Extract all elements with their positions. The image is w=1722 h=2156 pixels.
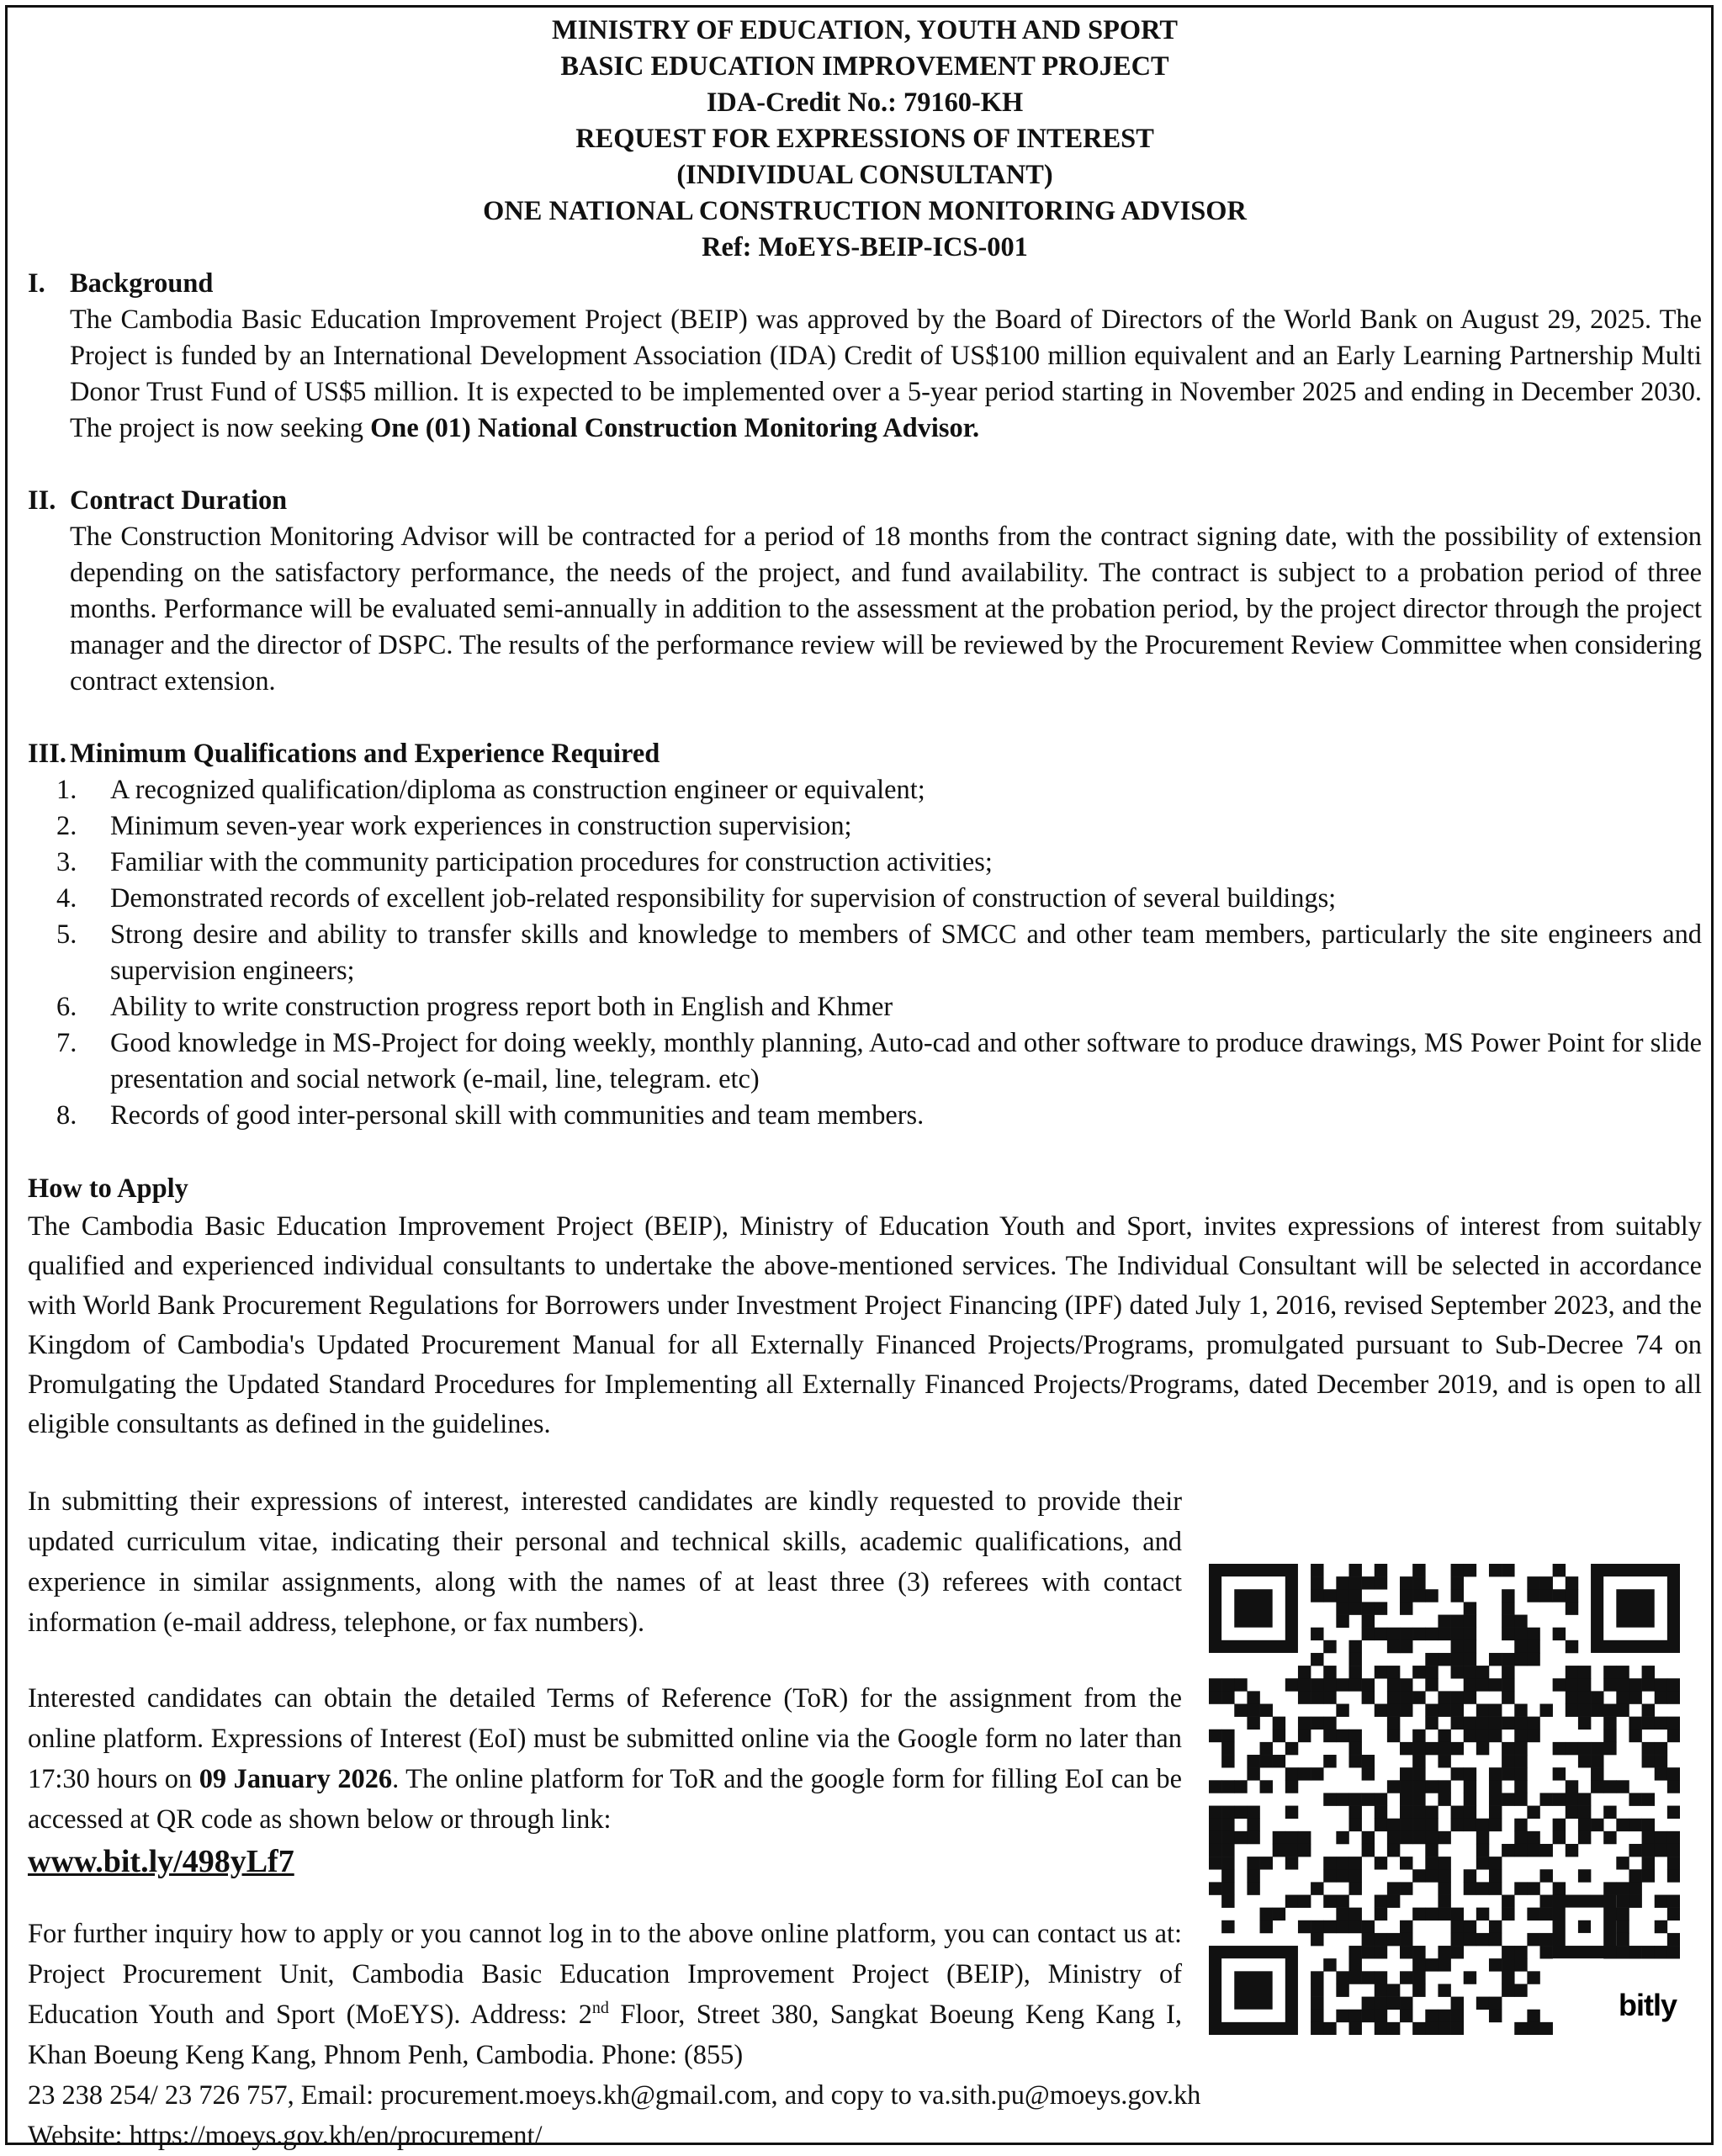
how-to-apply-para2: In submitting their expressions of interest, interested candidates are kindly requested to provide their updated curriculum vitae, indicating their personal and technical skills, academic qualifications, and experience in similar assignments, along with the names of at least three (3) referees with contact information (e-mail address, telephone, or fax numbers).	[28, 1486, 1182, 1638]
header-request: REQUEST FOR EXPRESSIONS OF INTEREST	[575, 124, 1154, 154]
how-to-apply-para1: The Cambodia Basic Education Improvement Project (BEIP), Ministry of Education Youth and Sport, invites expressions of interest from suitably qualified and experienced individual consultants to undertake the above-mentioned services. The Individual Consultant will be selected in accordance with World Bank Procurement Regulations for Borrowers under Investment Project Financing (IPF) dated July 1, 2016, revised September 2023, and the Kingdom of Cambodia's Updated Procurement Manual for all Externally Financed Projects/Programs, promulgated pursuant to Sub-Decree 74 on Promulgating the Updated Standard Procedures for Implementing all Externally Financed Projects/Programs, dated December 2019, and is open to all eligible consultants as defined in the guidelines.	[28, 1211, 1702, 1439]
list-item: 5. Strong desire and ability to transfer skills and knowledge to members of SMCC and other team members, particularly the site engineers and supervision engineers;	[56, 919, 1702, 986]
document-header	[28, 13, 1702, 266]
header-ref: Ref: MoEYS-BEIP-ICS-001	[702, 232, 1028, 262]
list-item: 3. Familiar with the community participation procedures for construction activities;	[56, 847, 993, 877]
list-item: 8. Records of good inter-personal skill with communities and team members.	[56, 1100, 925, 1131]
list-item: 7. Good knowledge in MS-Project for doing weekly, monthly planning, Auto-cad and other software to produce drawings, MS Power Point for slide presentation and social network (e-mail, line, telegram. etc)	[56, 1028, 1702, 1094]
qr-code[interactable]	[1209, 1564, 1697, 2035]
website-line[interactable]: Website: https://moeys.gov.kh/en/procurement/	[28, 2121, 543, 2151]
contract-heading: II. Contract Duration	[28, 485, 288, 516]
how-to-apply-heading: How to Apply	[28, 1173, 188, 1204]
deadline-date: 09 January 2026	[199, 1764, 393, 1794]
qualifications-list	[28, 772, 1702, 1134]
background-text: The Cambodia Basic Education Improvement Project (BEIP) was approved by the Board of Directors of the World Bank on August 29, 2025. The Project is funded by an International Development Association (IDA) Credit of US$100 million equivalent and an Early Learning Partnership Multi Donor Trust Fund of US$5 million. It is expected to be implemented over a 5-year period starting in November 2025 and ending in December 2030. The project is now seeking One (01) National Construction Monitoring Advisor.	[70, 305, 1702, 443]
qr-code-icon	[1209, 1564, 1680, 2035]
how-to-apply-para4: For further inquiry how to apply or you cannot log in to the above online platform, you can contact us at: Project Procurement Unit, Cambodia Basic Education Improvement Project (BEIP), Ministry of Education Youth and Sport (MoEYS). Address: 2nd Floor, Street 380, Sangkat Boeung Keng Kang I, Khan Boeung Keng Kang, Phnom Penh, Cambodia. Phone: (855)	[28, 1919, 1183, 2070]
list-item: 6. Ability to write construction progress report both in English and Khmer	[56, 992, 893, 1022]
header-credit-no: IDA-Credit No.: 79160-KH	[706, 87, 1024, 118]
document-page	[5, 5, 1714, 2151]
list-item: 2. Minimum seven-year work experiences in construction supervision;	[56, 811, 852, 841]
bitly-link[interactable]: www.bit.ly/498yLf7	[28, 1844, 294, 1879]
qualifications-heading: III. Minimum Qualifications and Experience Required	[28, 739, 660, 769]
background-position-bold: One (01) National Construction Monitoring Advisor.	[370, 413, 980, 443]
bitly-logo: bitly	[1618, 1988, 1677, 2022]
background-heading: I. Background	[28, 268, 214, 299]
header-project: BASIC EDUCATION IMPROVEMENT PROJECT	[560, 51, 1169, 82]
list-item: 4. Demonstrated records of excellent job-related responsibility for supervision of construction of several buildings;	[56, 883, 1337, 914]
how-to-apply-para3: Interested candidates can obtain the detailed Terms of Reference (ToR) for the assignment from the online platform. Expressions of Interest (EoI) must be submitted online via the Google form no later than 17:30 hours on 09 January 2026. The online platform for ToR and the google form for filling EoI can be accessed at QR code as shown below or through link:	[28, 1683, 1182, 1835]
header-ministry: MINISTRY OF EDUCATION, YOUTH AND SPORT	[552, 15, 1178, 45]
contract-text: The Construction Monitoring Advisor will be contracted for a period of 18 months from the contract signing date, with the possibility of extension depending on the satisfactory performance, the needs of the project, and fund availability. The contract is subject to a probation period of three months. Performance will be evaluated semi-annually in addition to the assessment at the probation period, by the project director through the project manager and the director of DSPC. The results of the performance review will be reviewed by the Procurement Review Committee when considering contract extension.	[70, 522, 1702, 697]
header-position: ONE NATIONAL CONSTRUCTION MONITORING ADVISOR	[483, 196, 1247, 226]
contact-line: 23 238 254/ 23 726 757, Email: procurement.moeys.kh@gmail.com, and copy to va.sith.pu@moeys.gov.kh	[28, 2080, 1201, 2111]
list-item: 1. A recognized qualification/diploma as construction engineer or equivalent;	[56, 775, 925, 805]
header-consultant-type: (INDIVIDUAL CONSULTANT)	[676, 160, 1053, 190]
